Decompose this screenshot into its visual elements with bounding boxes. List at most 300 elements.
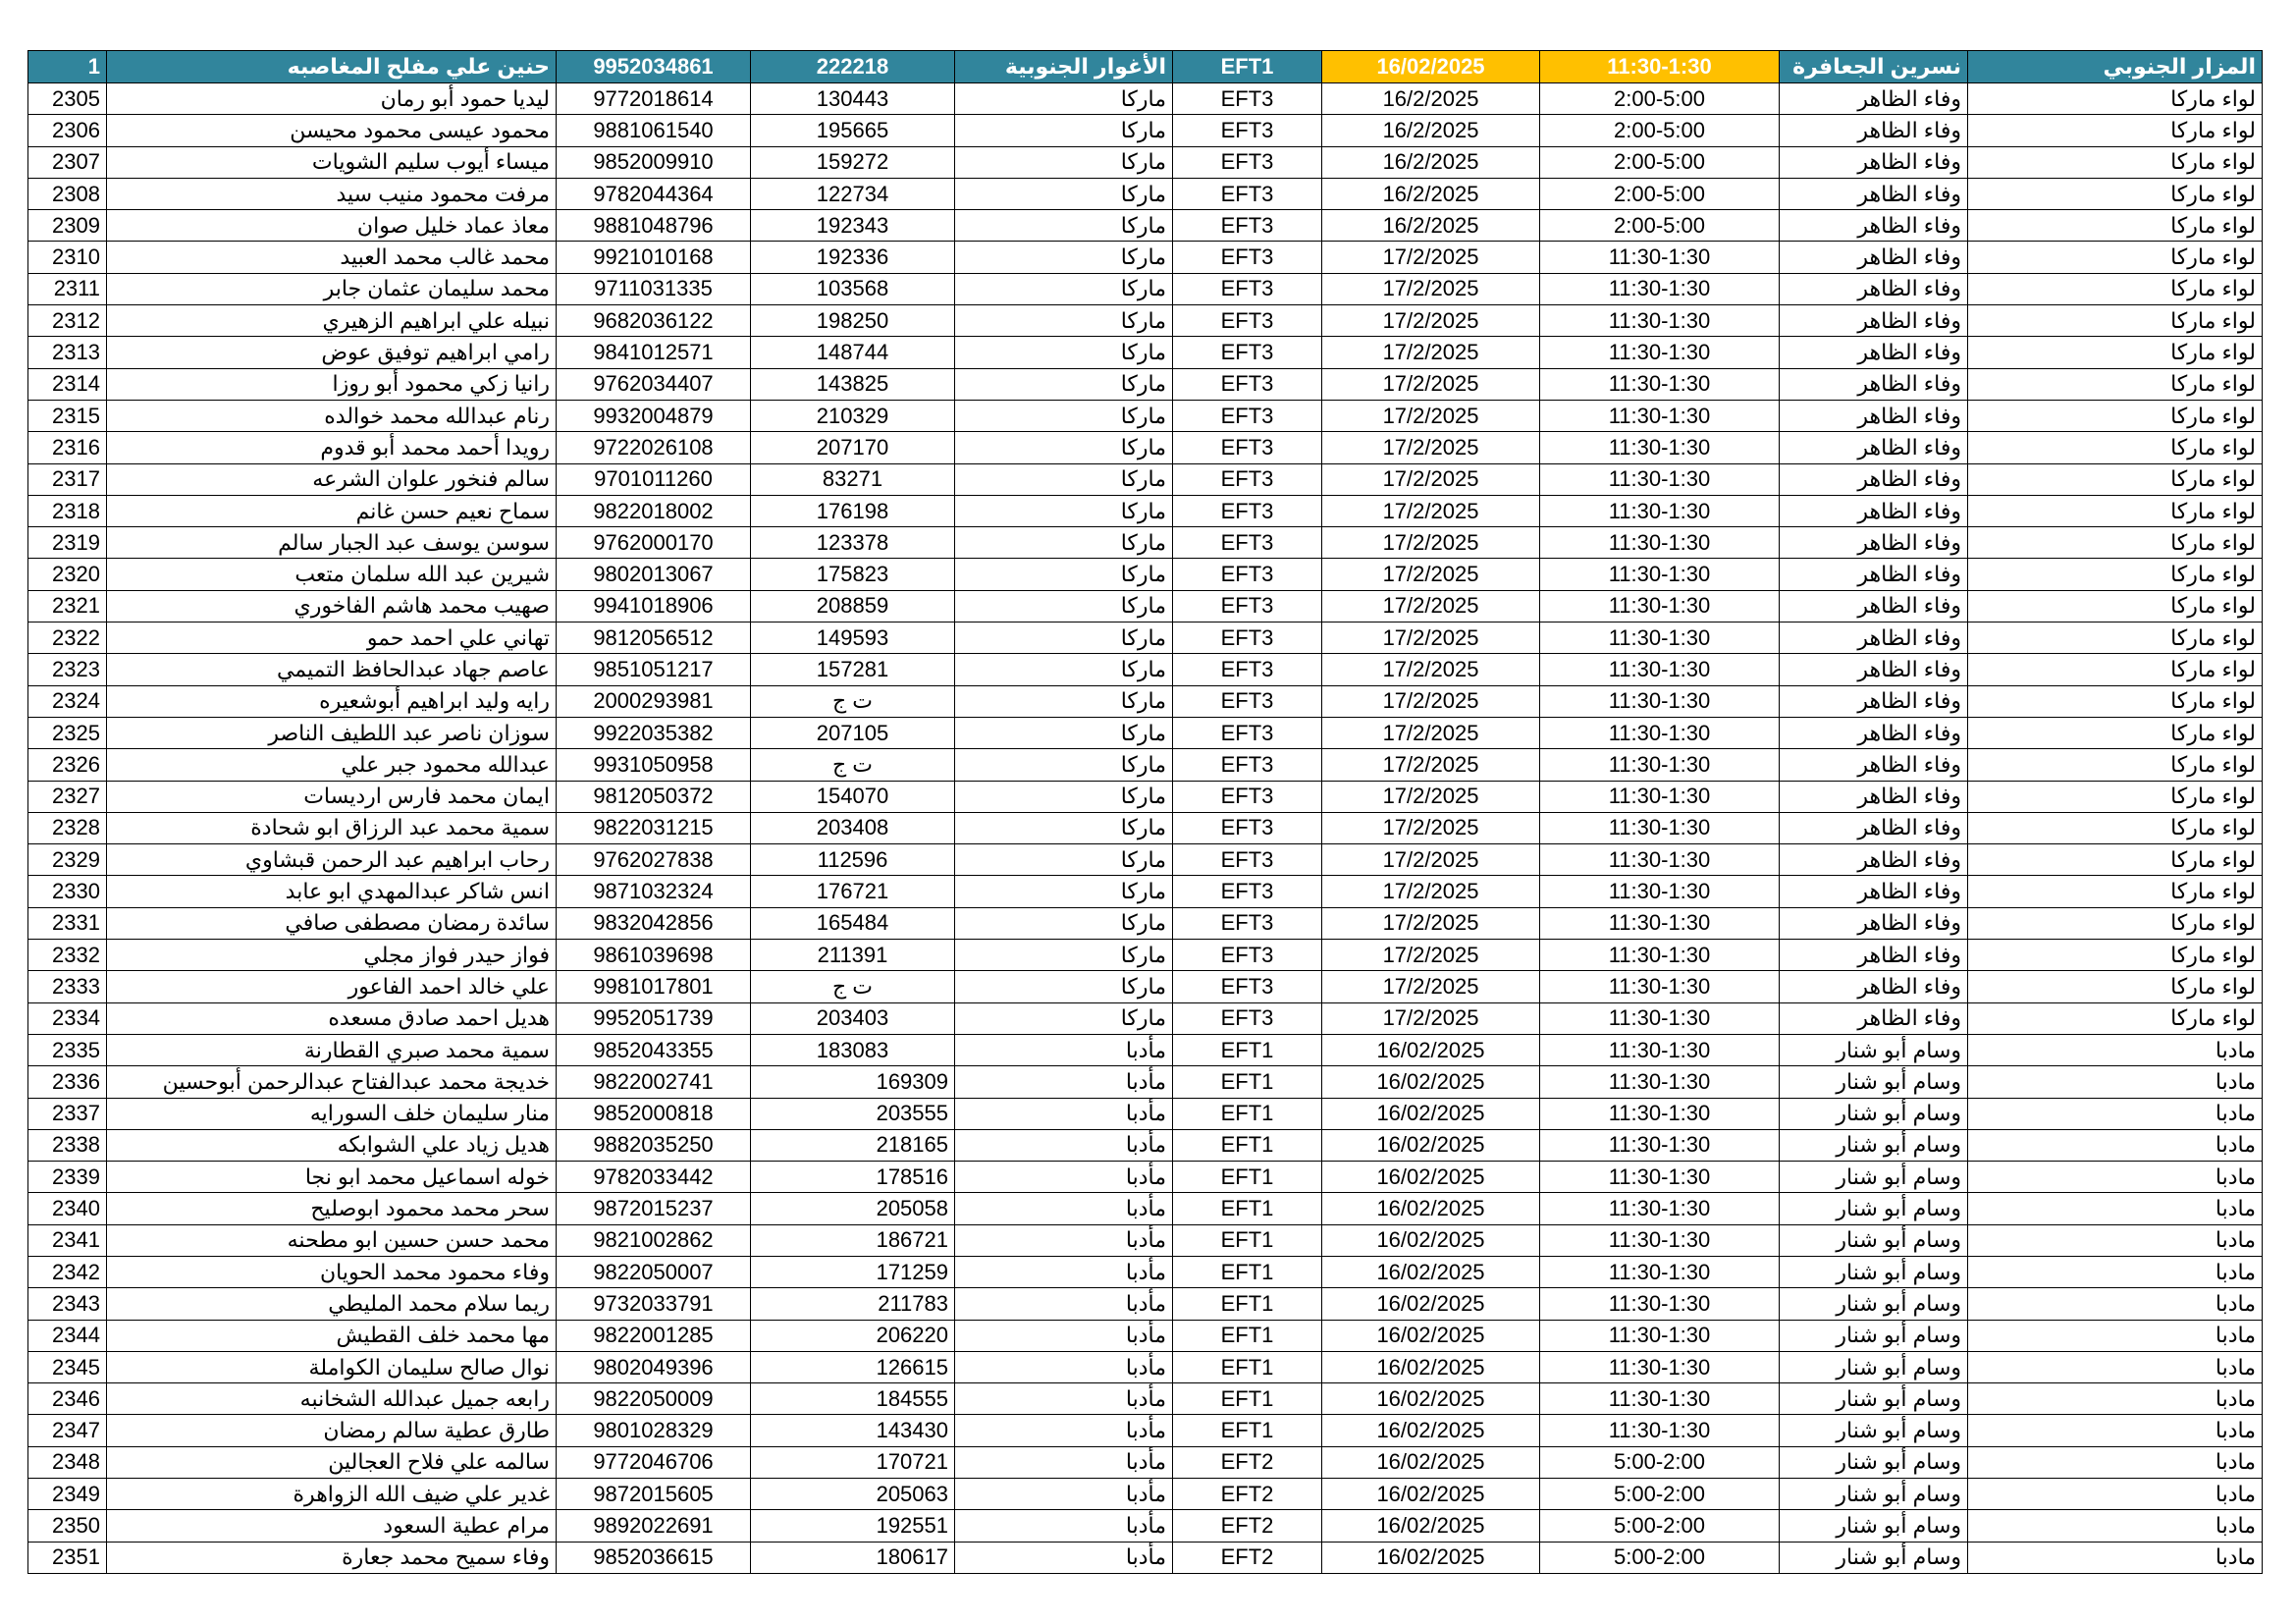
- row-time: 11:30-1:30: [1540, 1098, 1780, 1129]
- table-row: [28, 495, 2263, 526]
- row-center: مادبا: [1968, 1351, 2263, 1382]
- row-id: 208859: [751, 590, 955, 622]
- row-district: مأدبا: [955, 1098, 1173, 1129]
- row-id: 123378: [751, 527, 955, 559]
- row-time: 11:30-1:30: [1540, 337, 1780, 368]
- row-index: 2331: [28, 907, 107, 939]
- row-id: 203555: [751, 1098, 955, 1129]
- row-phone: 9822002741: [557, 1066, 751, 1098]
- row-phone: 9762000170: [557, 527, 751, 559]
- row-date: 17/2/2025: [1322, 273, 1540, 304]
- header-center: المزار الجنوبي: [1968, 51, 2263, 83]
- row-trainer: وفاء الظاهر: [1780, 623, 1968, 654]
- row-id: 112596: [751, 844, 955, 876]
- row-trainer: وسام أبو شنار: [1780, 1256, 1968, 1287]
- row-date: 17/2/2025: [1322, 749, 1540, 781]
- row-index: 2312: [28, 305, 107, 337]
- row-date: 17/2/2025: [1322, 844, 1540, 876]
- header-name: حنين علي مفلح المغاصبه: [107, 51, 557, 83]
- row-date: 16/2/2025: [1322, 115, 1540, 146]
- row-date: 17/2/2025: [1322, 623, 1540, 654]
- table-row: [28, 971, 2263, 1002]
- row-time: 11:30-1:30: [1540, 1162, 1780, 1193]
- row-center: لواء ماركا: [1968, 654, 2263, 685]
- row-date: 16/02/2025: [1322, 1415, 1540, 1446]
- row-time: 11:30-1:30: [1540, 273, 1780, 304]
- row-name: رابعه جميل عبدالله الشخانبه: [107, 1383, 557, 1415]
- row-district: ماركا: [955, 432, 1173, 463]
- row-id: 130443: [751, 83, 955, 115]
- row-center: لواء ماركا: [1968, 971, 2263, 1002]
- row-trainer: وسام أبو شنار: [1780, 1479, 1968, 1510]
- row-id: 178516: [751, 1162, 955, 1193]
- row-group: EFT1: [1173, 1224, 1322, 1256]
- row-time: 11:30-1:30: [1540, 1415, 1780, 1446]
- row-district: مأدبا: [955, 1256, 1173, 1287]
- row-phone: 9801028329: [557, 1415, 751, 1446]
- row-trainer: وفاء الظاهر: [1780, 368, 1968, 400]
- row-index: 2322: [28, 623, 107, 654]
- row-district: مأدبا: [955, 1320, 1173, 1351]
- row-time: 11:30-1:30: [1540, 876, 1780, 907]
- row-phone: 9762034407: [557, 368, 751, 400]
- row-district: ماركا: [955, 654, 1173, 685]
- table-row: [28, 876, 2263, 907]
- row-group: EFT3: [1173, 337, 1322, 368]
- header-district: الأغوار الجنوبية: [955, 51, 1173, 83]
- row-trainer: وفاء الظاهر: [1780, 812, 1968, 843]
- row-index: 2326: [28, 749, 107, 781]
- row-center: لواء ماركا: [1968, 685, 2263, 717]
- row-name: انس شاكر عبدالمهدي ابو عابد: [107, 876, 557, 907]
- row-phone: 9722026108: [557, 432, 751, 463]
- row-phone: 9711031335: [557, 273, 751, 304]
- row-time: 11:30-1:30: [1540, 749, 1780, 781]
- row-trainer: وفاء الظاهر: [1780, 844, 1968, 876]
- row-phone: 9782033442: [557, 1162, 751, 1193]
- row-name: رانيا زكي محمود أبو روزا: [107, 368, 557, 400]
- table-row: [28, 1193, 2263, 1224]
- row-date: 17/2/2025: [1322, 590, 1540, 622]
- row-group: EFT3: [1173, 654, 1322, 685]
- row-time: 11:30-1:30: [1540, 368, 1780, 400]
- row-phone: 9701011260: [557, 463, 751, 495]
- row-time: 11:30-1:30: [1540, 971, 1780, 1002]
- row-id: 203403: [751, 1002, 955, 1034]
- row-time: 11:30-1:30: [1540, 242, 1780, 273]
- row-trainer: وفاء الظاهر: [1780, 495, 1968, 526]
- row-trainer: وسام أبو شنار: [1780, 1193, 1968, 1224]
- row-phone: 9852000818: [557, 1098, 751, 1129]
- row-id: 210329: [751, 400, 955, 431]
- row-time: 11:30-1:30: [1540, 1288, 1780, 1320]
- row-phone: 9682036122: [557, 305, 751, 337]
- row-date: 16/02/2025: [1322, 1510, 1540, 1542]
- row-date: 16/02/2025: [1322, 1256, 1540, 1287]
- row-name: محمد حسن حسين ابو مطحنه: [107, 1224, 557, 1256]
- row-date: 16/2/2025: [1322, 83, 1540, 115]
- row-center: لواء ماركا: [1968, 559, 2263, 590]
- row-center: لواء ماركا: [1968, 400, 2263, 431]
- row-phone: 9881061540: [557, 115, 751, 146]
- row-name: نبيله علي ابراهيم الزهيري: [107, 305, 557, 337]
- row-time: 11:30-1:30: [1540, 1320, 1780, 1351]
- row-group: EFT3: [1173, 559, 1322, 590]
- table-row: [28, 717, 2263, 748]
- row-trainer: وفاء الظاهر: [1780, 305, 1968, 337]
- row-district: ماركا: [955, 876, 1173, 907]
- row-date: 17/2/2025: [1322, 305, 1540, 337]
- row-id: 184555: [751, 1383, 955, 1415]
- row-date: 16/2/2025: [1322, 210, 1540, 242]
- row-center: لواء ماركا: [1968, 115, 2263, 146]
- row-center: لواء ماركا: [1968, 305, 2263, 337]
- row-phone: 9812050372: [557, 781, 751, 812]
- table-row: [28, 1446, 2263, 1478]
- row-time: 11:30-1:30: [1540, 1351, 1780, 1382]
- row-group: EFT3: [1173, 273, 1322, 304]
- row-trainer: وفاء الظاهر: [1780, 463, 1968, 495]
- row-district: ماركا: [955, 463, 1173, 495]
- row-district: مأدبا: [955, 1383, 1173, 1415]
- row-district: مأدبا: [955, 1510, 1173, 1542]
- row-phone: 9872015237: [557, 1193, 751, 1224]
- row-group: EFT3: [1173, 527, 1322, 559]
- row-time: 11:30-1:30: [1540, 844, 1780, 876]
- row-district: مأدبا: [955, 1479, 1173, 1510]
- row-group: EFT1: [1173, 1129, 1322, 1161]
- row-center: مادبا: [1968, 1510, 2263, 1542]
- table-row: [28, 812, 2263, 843]
- row-trainer: وسام أبو شنار: [1780, 1129, 1968, 1161]
- row-phone: 9852043355: [557, 1034, 751, 1065]
- row-center: مادبا: [1968, 1224, 2263, 1256]
- row-trainer: وفاء الظاهر: [1780, 115, 1968, 146]
- row-trainer: وفاء الظاهر: [1780, 1002, 1968, 1034]
- row-district: ماركا: [955, 368, 1173, 400]
- row-center: مادبا: [1968, 1383, 2263, 1415]
- row-district: مأدبا: [955, 1162, 1173, 1193]
- row-date: 17/2/2025: [1322, 876, 1540, 907]
- row-time: 5:00-2:00: [1540, 1446, 1780, 1478]
- row-index: 2335: [28, 1034, 107, 1065]
- table-row: [28, 400, 2263, 431]
- table-row: [28, 337, 2263, 368]
- row-name: سالمه علي فلاح العجالين: [107, 1446, 557, 1478]
- row-time: 11:30-1:30: [1540, 685, 1780, 717]
- row-group: EFT3: [1173, 1002, 1322, 1034]
- row-center: لواء ماركا: [1968, 495, 2263, 526]
- row-trainer: وفاء الظاهر: [1780, 781, 1968, 812]
- row-index: 2329: [28, 844, 107, 876]
- row-index: 2339: [28, 1162, 107, 1193]
- row-district: ماركا: [955, 623, 1173, 654]
- row-district: ماركا: [955, 242, 1173, 273]
- table-row: [28, 432, 2263, 463]
- row-group: EFT3: [1173, 623, 1322, 654]
- row-trainer: وفاء الظاهر: [1780, 210, 1968, 242]
- row-name: فواز حيدر فواز مجلي: [107, 940, 557, 971]
- row-date: 16/02/2025: [1322, 1162, 1540, 1193]
- row-phone: 9841012571: [557, 337, 751, 368]
- row-group: EFT3: [1173, 749, 1322, 781]
- row-name: رحاب ابراهيم عبد الرحمن قبشاوي: [107, 844, 557, 876]
- row-trainer: وفاء الظاهر: [1780, 717, 1968, 748]
- row-phone: 9922035382: [557, 717, 751, 748]
- row-phone: 9941018906: [557, 590, 751, 622]
- row-index: 2334: [28, 1002, 107, 1034]
- row-center: مادبا: [1968, 1066, 2263, 1098]
- row-trainer: وسام أبو شنار: [1780, 1510, 1968, 1542]
- row-id: 149593: [751, 623, 955, 654]
- row-time: 11:30-1:30: [1540, 654, 1780, 685]
- row-id: 171259: [751, 1256, 955, 1287]
- row-trainer: وسام أبو شنار: [1780, 1224, 1968, 1256]
- row-district: ماركا: [955, 559, 1173, 590]
- row-index: 2348: [28, 1446, 107, 1478]
- row-time: 11:30-1:30: [1540, 559, 1780, 590]
- row-index: 2349: [28, 1479, 107, 1510]
- row-group: EFT3: [1173, 432, 1322, 463]
- row-date: 16/02/2025: [1322, 1193, 1540, 1224]
- table-row: [28, 1129, 2263, 1161]
- row-district: مأدبا: [955, 1129, 1173, 1161]
- row-name: رنام عبدالله محمد خوالده: [107, 400, 557, 431]
- row-phone: 9892022691: [557, 1510, 751, 1542]
- row-name: نوال صالح سليمان الكواملة: [107, 1351, 557, 1382]
- row-id: 192336: [751, 242, 955, 273]
- table-row: [28, 1162, 2263, 1193]
- row-trainer: وفاء الظاهر: [1780, 876, 1968, 907]
- row-index: 2307: [28, 146, 107, 178]
- row-time: 11:30-1:30: [1540, 432, 1780, 463]
- row-center: لواء ماركا: [1968, 876, 2263, 907]
- row-group: EFT3: [1173, 210, 1322, 242]
- header-phone: 9952034861: [557, 51, 751, 83]
- row-trainer: وفاء الظاهر: [1780, 749, 1968, 781]
- row-index: 2342: [28, 1256, 107, 1287]
- row-center: لواء ماركا: [1968, 178, 2263, 209]
- row-time: 11:30-1:30: [1540, 1129, 1780, 1161]
- row-center: مادبا: [1968, 1098, 2263, 1129]
- row-index: 2323: [28, 654, 107, 685]
- row-phone: 9981017801: [557, 971, 751, 1002]
- row-date: 16/02/2025: [1322, 1479, 1540, 1510]
- row-name: محمد سليمان عثمان جابر: [107, 273, 557, 304]
- row-time: 11:30-1:30: [1540, 623, 1780, 654]
- row-trainer: وفاء الظاهر: [1780, 590, 1968, 622]
- row-district: ماركا: [955, 83, 1173, 115]
- table-row: [28, 685, 2263, 717]
- row-district: ماركا: [955, 115, 1173, 146]
- row-center: مادبا: [1968, 1034, 2263, 1065]
- row-group: EFT2: [1173, 1510, 1322, 1542]
- row-center: لواء ماركا: [1968, 368, 2263, 400]
- header-id: 222218: [751, 51, 955, 83]
- table-row: [28, 1098, 2263, 1129]
- table-body: [28, 51, 2263, 1574]
- table-row: [28, 1288, 2263, 1320]
- row-center: مادبا: [1968, 1288, 2263, 1320]
- row-center: لواء ماركا: [1968, 812, 2263, 843]
- table-row: [28, 368, 2263, 400]
- table-row: [28, 749, 2263, 781]
- row-center: لواء ماركا: [1968, 1002, 2263, 1034]
- row-district: مأدبا: [955, 1066, 1173, 1098]
- row-time: 2:00-5:00: [1540, 115, 1780, 146]
- row-index: 2310: [28, 242, 107, 273]
- row-index: 2351: [28, 1542, 107, 1573]
- row-district: مأدبا: [955, 1446, 1173, 1478]
- table-row: [28, 844, 2263, 876]
- row-phone: 9872015605: [557, 1479, 751, 1510]
- row-date: 16/02/2025: [1322, 1129, 1540, 1161]
- row-index: 2314: [28, 368, 107, 400]
- row-time: 11:30-1:30: [1540, 305, 1780, 337]
- row-id: 183083: [751, 1034, 955, 1065]
- row-trainer: وفاء الظاهر: [1780, 273, 1968, 304]
- table-row: [28, 178, 2263, 209]
- row-trainer: وسام أبو شنار: [1780, 1320, 1968, 1351]
- row-date: 17/2/2025: [1322, 495, 1540, 526]
- row-center: لواء ماركا: [1968, 844, 2263, 876]
- table-row: [28, 210, 2263, 242]
- row-name: عاصم جهاد عبدالحافظ التميمي: [107, 654, 557, 685]
- row-name: عبدالله محمود جبر علي: [107, 749, 557, 781]
- row-district: ماركا: [955, 812, 1173, 843]
- row-id: 186721: [751, 1224, 955, 1256]
- table-row: [28, 907, 2263, 939]
- row-time: 11:30-1:30: [1540, 527, 1780, 559]
- table-row: [28, 1351, 2263, 1382]
- row-name: رايه وليد ابراهيم أبوشعيره: [107, 685, 557, 717]
- row-id: 198250: [751, 305, 955, 337]
- row-phone: 9812056512: [557, 623, 751, 654]
- row-group: EFT2: [1173, 1479, 1322, 1510]
- row-district: ماركا: [955, 781, 1173, 812]
- row-district: ماركا: [955, 1002, 1173, 1034]
- row-group: EFT3: [1173, 242, 1322, 273]
- row-name: سمية محمد عبد الرزاق ابو شحادة: [107, 812, 557, 843]
- row-center: لواء ماركا: [1968, 337, 2263, 368]
- table-row: [28, 1034, 2263, 1065]
- row-time: 11:30-1:30: [1540, 907, 1780, 939]
- row-id: 165484: [751, 907, 955, 939]
- table-row: [28, 654, 2263, 685]
- row-trainer: وسام أبو شنار: [1780, 1351, 1968, 1382]
- row-name: ميساء أيوب سليم الشويات: [107, 146, 557, 178]
- row-center: مادبا: [1968, 1129, 2263, 1161]
- header-index: 1: [28, 51, 107, 83]
- row-center: مادبا: [1968, 1479, 2263, 1510]
- row-index: 2340: [28, 1193, 107, 1224]
- row-district: ماركا: [955, 146, 1173, 178]
- row-index: 2319: [28, 527, 107, 559]
- row-group: EFT3: [1173, 590, 1322, 622]
- table-row: [28, 1479, 2263, 1510]
- row-district: مأدبا: [955, 1193, 1173, 1224]
- row-center: لواء ماركا: [1968, 590, 2263, 622]
- row-date: 17/2/2025: [1322, 940, 1540, 971]
- row-phone: 9861039698: [557, 940, 751, 971]
- row-trainer: وسام أبو شنار: [1780, 1383, 1968, 1415]
- row-group: EFT1: [1173, 1288, 1322, 1320]
- row-trainer: وفاء الظاهر: [1780, 337, 1968, 368]
- row-center: لواء ماركا: [1968, 210, 2263, 242]
- row-trainer: وفاء الظاهر: [1780, 685, 1968, 717]
- row-center: لواء ماركا: [1968, 146, 2263, 178]
- row-index: 2344: [28, 1320, 107, 1351]
- table-row: [28, 1224, 2263, 1256]
- row-trainer: وفاء الظاهر: [1780, 83, 1968, 115]
- row-group: EFT1: [1173, 1320, 1322, 1351]
- row-date: 17/2/2025: [1322, 812, 1540, 843]
- row-trainer: وفاء الظاهر: [1780, 907, 1968, 939]
- row-date: 16/2/2025: [1322, 178, 1540, 209]
- row-date: 17/2/2025: [1322, 242, 1540, 273]
- row-time: 11:30-1:30: [1540, 1193, 1780, 1224]
- header-trainer: نسرين الجعافرة: [1780, 51, 1968, 83]
- row-index: 2315: [28, 400, 107, 431]
- row-name: مرام عطية السعود: [107, 1510, 557, 1542]
- row-date: 16/02/2025: [1322, 1383, 1540, 1415]
- table-row: [28, 590, 2263, 622]
- table-row: [28, 463, 2263, 495]
- row-name: محمود عيسى محمود محيسن: [107, 115, 557, 146]
- row-time: 5:00-2:00: [1540, 1479, 1780, 1510]
- row-id: 211783: [751, 1288, 955, 1320]
- row-time: 5:00-2:00: [1540, 1542, 1780, 1573]
- table-row: [28, 1383, 2263, 1415]
- row-id: 157281: [751, 654, 955, 685]
- row-district: ماركا: [955, 400, 1173, 431]
- row-center: لواء ماركا: [1968, 907, 2263, 939]
- row-id: 159272: [751, 146, 955, 178]
- row-district: ماركا: [955, 717, 1173, 748]
- row-phone: 9802049396: [557, 1351, 751, 1382]
- row-date: 17/2/2025: [1322, 685, 1540, 717]
- row-id: 195665: [751, 115, 955, 146]
- row-date: 17/2/2025: [1322, 654, 1540, 685]
- row-id: 103568: [751, 273, 955, 304]
- row-group: EFT2: [1173, 1446, 1322, 1478]
- row-id: 154070: [751, 781, 955, 812]
- row-name: منار سليمان خلف السورايه: [107, 1098, 557, 1129]
- row-index: 2330: [28, 876, 107, 907]
- row-id: 203408: [751, 812, 955, 843]
- row-group: EFT3: [1173, 463, 1322, 495]
- header-time: 11:30-1:30: [1540, 51, 1780, 83]
- row-index: 2309: [28, 210, 107, 242]
- row-date: 16/02/2025: [1322, 1446, 1540, 1478]
- attendance-table: [27, 50, 2263, 1574]
- row-index: 2337: [28, 1098, 107, 1129]
- row-center: لواء ماركا: [1968, 940, 2263, 971]
- row-name: وفاء محمود محمد الحويان: [107, 1256, 557, 1287]
- table-row: [28, 1256, 2263, 1287]
- row-phone: 9822050009: [557, 1383, 751, 1415]
- row-group: EFT3: [1173, 812, 1322, 843]
- row-group: EFT3: [1173, 781, 1322, 812]
- row-district: ماركا: [955, 527, 1173, 559]
- row-date: 16/02/2025: [1322, 1224, 1540, 1256]
- row-trainer: وسام أبو شنار: [1780, 1288, 1968, 1320]
- row-id: 205058: [751, 1193, 955, 1224]
- row-time: 11:30-1:30: [1540, 1002, 1780, 1034]
- table-row: [28, 1066, 2263, 1098]
- row-name: سماح نعيم حسن غانم: [107, 495, 557, 526]
- row-trainer: وفاء الظاهر: [1780, 654, 1968, 685]
